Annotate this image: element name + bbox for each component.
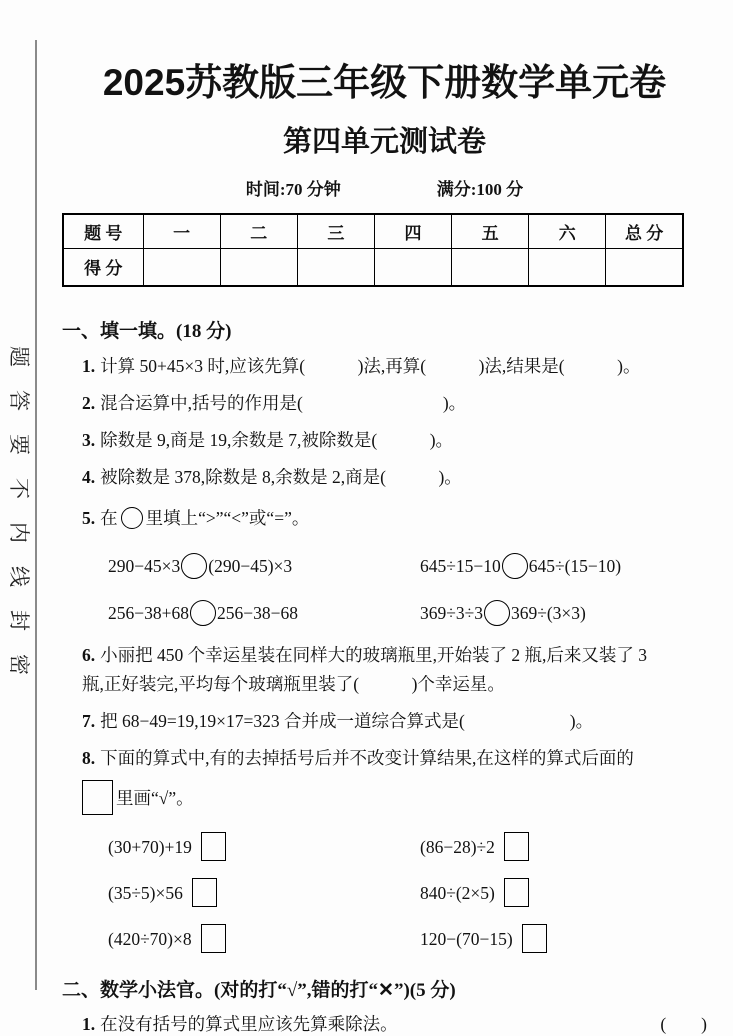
seal-char: 密 (6, 654, 30, 675)
question-text: 被除数是 378,除数是 8,余数是 2,商是( )。 (100, 467, 462, 488)
square-blank-icon (522, 924, 547, 953)
tick-row-1 (108, 832, 707, 861)
expression: 840÷(2×5) (420, 883, 495, 904)
section1-heading (62, 316, 707, 343)
question-8 (82, 745, 707, 772)
score-cell-empty (297, 248, 374, 286)
square-blank-icon (504, 832, 529, 861)
seal-char: 内 (6, 522, 30, 543)
question-text: 里画“√”。 (116, 788, 194, 809)
tick-item (108, 878, 420, 907)
seal-char: 答 (6, 390, 30, 411)
circle-blank-icon (190, 600, 216, 626)
question-number: 6. (82, 644, 96, 665)
seal-char: 要 (6, 434, 30, 455)
tick-row-2 (108, 878, 707, 907)
score-table-header-cell: 三 (297, 214, 374, 248)
question-number: 8. (82, 748, 96, 768)
circle-blank-icon (121, 507, 143, 529)
question-text: 计算 50+45×3 时,应该先算( )法,再算( )法,结果是( )。 (100, 356, 641, 376)
expression: 645÷15−10 (420, 555, 501, 576)
score-table (62, 213, 684, 287)
score-row-label: 得 分 (63, 248, 143, 286)
expression: 120−(70−15) (420, 929, 513, 950)
judge-question-1 (82, 1011, 707, 1036)
seal-char: 题 (6, 346, 30, 367)
question-number: 1. (82, 356, 96, 376)
square-blank-icon (201, 924, 226, 953)
tick-item (108, 924, 420, 953)
question-2 (82, 390, 707, 417)
square-blank-icon (82, 780, 113, 815)
tick-item (420, 878, 529, 907)
question-number: 7. (82, 710, 96, 731)
paper-content (62, 52, 707, 1036)
question-text: 在 (100, 507, 118, 528)
judge-answer-blank: ( ) (660, 1014, 707, 1035)
exam-info-row (62, 175, 707, 200)
question-3 (82, 427, 707, 454)
score-table-header-cell: 题 号 (63, 214, 143, 248)
circle-blank-icon (484, 600, 510, 626)
score-table-header-cell: 五 (452, 214, 529, 248)
score-table-header-cell: 总 分 (606, 214, 683, 248)
square-blank-icon (504, 878, 529, 907)
score-table-header-cell: 六 (529, 214, 606, 248)
score-cell-empty (452, 248, 529, 286)
question-text: 把 68−49=19,19×17=323 合并成一道综合算式是( )。 (100, 710, 594, 731)
score-table-header-cell: 二 (220, 214, 297, 248)
circle-blank-icon (502, 553, 528, 579)
question-number: 1. (82, 1014, 96, 1035)
expression: 369÷3÷3 (420, 602, 483, 623)
expression: 369÷(3×3) (510, 602, 586, 623)
expression: (86−28)÷2 (420, 837, 495, 858)
seal-divider-line (35, 40, 37, 990)
square-blank-icon (201, 832, 226, 861)
score-table-score-row (63, 248, 683, 286)
question-text: 瓶,正好装完,平均每个玻璃瓶里装了( )个幸运星。 (82, 673, 505, 694)
exam-full-score: 满分:100 分 (436, 180, 524, 199)
expression: (420÷70)×8 (108, 929, 192, 950)
question-text: 里填上“>”“<”或“=”。 (145, 507, 310, 528)
score-cell-empty (374, 248, 451, 286)
question-number: 5. (82, 507, 96, 528)
expression: 256−38−68 (217, 602, 298, 623)
seal-char: 封 (6, 610, 30, 631)
section1-title: 一、填一填。 (62, 321, 177, 342)
tick-item (420, 832, 529, 861)
tick-row-3 (108, 924, 707, 953)
score-table-header-cell: 四 (374, 214, 451, 248)
question-5 (82, 505, 707, 532)
seal-vertical-text (3, 346, 33, 675)
comparison-row-1 (108, 553, 707, 579)
question-6 (82, 642, 707, 669)
question-text: 在没有括号的算式里应该先算乘除法。 (100, 1014, 398, 1035)
section2-note: (对的打“√”,错的打“✕”)(5 分) (214, 980, 456, 1002)
question-7 (82, 708, 707, 735)
comparison-item (108, 600, 420, 626)
page-title: 2025苏教版三年级下册数学单元卷 (102, 62, 667, 103)
seal-char: 不 (6, 478, 30, 499)
section2-heading (62, 975, 707, 1002)
exam-time: 时间:70 分钟 (245, 180, 341, 199)
question-number: 3. (82, 430, 96, 451)
score-table-header-cell: 一 (143, 214, 220, 248)
question-number: 4. (82, 467, 96, 488)
question-1 (82, 353, 707, 380)
expression: (30+70)+19 (108, 837, 192, 858)
expression: (35÷5)×56 (108, 883, 183, 904)
circle-blank-icon (181, 553, 207, 579)
question-4 (82, 464, 707, 491)
page-subtitle: 第四单元测试卷 (282, 126, 486, 158)
score-cell-empty (529, 248, 606, 286)
section2-title: 二、数学小法官。 (62, 980, 215, 1002)
seal-char: 线 (6, 566, 30, 587)
question-text: 下面的算式中,有的去掉括号后并不改变计算结果,在这样的算式后面的 (100, 748, 634, 768)
comparison-item (420, 553, 621, 579)
comparison-item (108, 553, 420, 579)
expression: 256−38+68 (108, 602, 189, 623)
question-6-line2 (82, 671, 707, 698)
comparison-row-2 (108, 600, 707, 626)
question-text: 小丽把 450 个幸运星装在同样大的玻璃瓶里,开始装了 2 瓶,后来又装了 3 (100, 644, 647, 665)
expression: 645÷(15−10) (528, 555, 622, 576)
tick-item (108, 832, 420, 861)
question-number: 2. (82, 393, 96, 414)
tick-item (420, 924, 547, 953)
question-text: 除数是 9,商是 19,余数是 7,被除数是( )。 (100, 430, 454, 451)
score-cell-empty (220, 248, 297, 286)
expression: 290−45×3 (108, 555, 181, 576)
score-cell-empty (606, 248, 683, 286)
section1-points: (18 分) (176, 321, 232, 342)
question-8-line2 (82, 780, 707, 815)
comparison-item (420, 600, 586, 626)
score-cell-empty (143, 248, 220, 286)
score-table-header-row (63, 214, 683, 248)
question-text: 混合运算中,括号的作用是( )。 (100, 393, 467, 414)
expression: (290−45)×3 (208, 555, 293, 576)
square-blank-icon (192, 878, 217, 907)
judge-question-text (82, 1011, 660, 1036)
